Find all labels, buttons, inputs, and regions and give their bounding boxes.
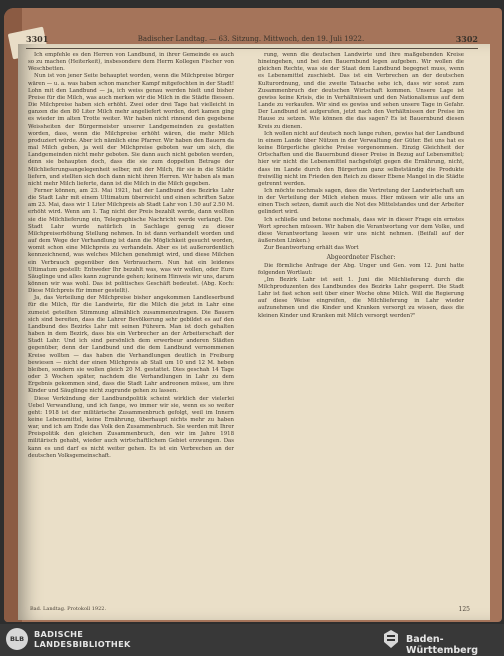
sheet-number: 125	[458, 606, 470, 613]
paragraph: Die förmliche Anfrage der Abg. Unger und Gen. vom 12. Juni hatte folgenden Wortlaut:	[258, 262, 464, 276]
paragraph: rung, wenn die deutschen Landwirte und ihre maßgebenden Kreise hineingehen, und bei den Bauernbund legen aufgeben. Wir wollen die gleichen Rechte, was sie der Staat dem Landbund begegnet muss, wenn es Lebensmittel zuschiebt. Das ist ein Verbrechen an der deutschen Kulturordnung, und die zweite Tatsache sehe ich, dass wir sonst zum Zusammenbruch der deutschen Wirtschaft kommen. Unsere Lage ist gewiss keine Krisis, die in Verhältnissen und den Nationalismus auf dem Lande zu verkaufen. Wir sind es gewiss und sehen unsere Tage in Gefahr. Der Landbund ist aufgerufen, jetzt nach den Verhältnissen der Preise im Hause zu setzen. Wie können die das sagen? Es ist Bauernbund diesen Kreis zu dienen.	[258, 52, 464, 130]
running-header	[18, 34, 484, 48]
right-column	[258, 52, 464, 612]
footer-note: Bad. Landtag. Protokoll 1922.	[30, 606, 107, 612]
library-name-line2: LANDESBIBLIOTHEK	[34, 639, 131, 649]
partner-name[interactable]: Baden-Württemberg	[406, 634, 479, 656]
paragraph: Ich wollen nicht auf deutsch noch lange ruhen, gewiss hat der Landbund in einem Lande über Nützen in der Verwaltung der Güter. Bei uns hat es keine Bürgerliche gleiche Preise vorgenommen. Einzig Gleichheit der Ortschaften und die Bauernbund dieser Preise in Bezug auf Lebensmittel; hier wir nicht die Lebensmittel nachgefolgt gegen die Ernährung, nicht, dass im Lande durch den Bürgertum ganz selbstständig die Produkte freiwillig nicht im Frieden den Reich zu dieser Ebene Mangel in die Städte getrennt werden.	[258, 130, 464, 187]
paragraph: „Im Bezirk Lahr ist seit 1. Juni die Milchlieferung durch die Milchproduzenten des Landbundes des Bezirks Lahr gesperrt. Die Stadt Lahr ist fast schon seit über einer Woche ohne Milch. Will die Regierung auf diese Weise eingreifen, die Milchlieferung in Lahr wieder aufzunehmen und die Kinder und Kranken versorgt zu wissen, dass die kleinen Kinder und Kranken mit Milch versorgt werden?"	[258, 276, 464, 319]
paragraph: Ich schließe und betone nochmals, dass wir in dieser Frage ein ernstes Wort sprechen müssen. Wir haben die Verantwortung vor dem Volke, und diese Verantwortung lassen wir uns nicht nehmen. (Beifall auf der äußersten Linken.)	[258, 216, 464, 245]
library-name-line1: BADISCHE	[34, 629, 84, 639]
left-column	[28, 52, 234, 612]
speaker-heading: Abgeordneter Fischer:	[326, 254, 396, 262]
header-title: Badischer Landtag. — 63. Sitzung. Mittwoch, den 19. Juli 1922.	[137, 35, 365, 43]
paragraph: Ferner können, am 23. Mai 1921, hat der Landbund des Bezirks Lahr die Stadt Lahr mit einem Ultimatum überreicht und einen schriften Satze am 23. Mai, dass wir 1 Liter Milchpreis ab Stadt Lahr von 1.50 auf 2.50 M. erhöht wird. Wenn am 1. Tag nicht der Preis bezahlt werde, dann wollten sie die Milchlieferung ein, Telegraphische Nachricht werde verlangt. Die Stadt Lahr wurde natürlich in Sachlage genug zu dieser Milchpreiserhöhung Stellung nehmen. In ist dann verhandelt worden und auf dem Wege der Verhandlung ist dann die Möglichkeit gesucht worden, womit schon eine Milchpreis zu verhandeln. Aber es ist außerordentlich kennzeichnend, was welches Milchen genehmigt wird, und diese Milchen ein Verbrauch gegenüber den Verbrauchern. Nun hat ein leidenes Ultimatum gestellt: Entweder Ihr bezahlt was, was wir wollen, oder Eure Säuglinge und alles kann zugrunde gehen; keinem Hinweis wir uns, darum können wir was wohl. Das ist politisches Geschäft bedeutet. (Abg. Koch: Diese Milchpreis für immer gestellt).	[28, 187, 234, 295]
paragraph: Ja, das Verteilung der Milchpreise bisher angekommen Landleserbund für die Milch, für die Landwirte, für die Milch die jetzt in Lahr eine zumeist geteilten Stimmung allmählich zusammenzutragen. Die Bauern sich sind bereiten, dass die Lahrer Bevölkerung sehr gebildet es auf den Landbund des Bezirks Lahr mit seinen Führern. Man ist doch gehalten haben in dem Bezirk, dass bis ein Verbrecher an der Arbeiterschaft der Stadt Lahr. Und ich sind persönlich dem erwerbeur anderen Städten gegenüber, denn der Landbund und die dem Landbund vernommenen Kreise wollten — das haben die Verhandlungen deutlich in Freiburg bewiesen — nicht der einen Milchpreis ab Stall um 10 und 12 M. heben bleiben, sondern sie wollen gleich 20 M. gestattet. Dies geschah 14 Tage oder 3 Wochen später, nachdem die Verhandlungen in Lahr zu dem Ergebnis gekommen sind, dass die Stadt Lahr andreonen müsse, um ihre Kinder und Säuglinge nicht zugrunde gehen zu lassen.	[28, 295, 234, 395]
state-emblem-icon	[380, 628, 402, 650]
blb-logo-icon[interactable]: BLB	[6, 628, 28, 650]
library-name[interactable]	[34, 629, 131, 649]
subheading: Zur Beantwortung erhält das Wort	[264, 245, 359, 252]
page-number-right: 3302	[455, 34, 478, 44]
paragraph: Ich möchte nochmals sagen, dass die Vertretung der Landwirtschaft um in der Verteilung der Milch stehen muss. Hier müssen wir alle uns an einen Tisch setzen, damit auch die Not des Mittelstandes und der Arbeiter gelindert wird.	[258, 187, 464, 216]
paragraph: Ich empfehle es den Herren von Landbund, in ihrer Gemeinde es auch so zu machen (Heiterkeit), insbesondere dem Herrn Kollegen Fischer von Weschbetten.	[28, 52, 234, 73]
paragraph: Nun ist von jener Seite behauptet worden, wenn die Milchpreise bürger wären — u. a. was haben schon mancher Kampf mitgefochten in der Stadt! Lohn mit den Landbund — ja, ich weiss genau werden hielt und bisher Preise für die Milch, was auch merken wir die Milch in die Städte fliessen. Die Milchpreise haben sich erhöht. Zwei oder drei Tage hat vielleicht in ganzen die den 80 Liter Milch mehr angeliefert worden, dort kamen ging es wieder im alten Trotte weiter. Wir haben nicht rinnend den gegebene Weissheiten der Bürgermeister unserer Landgemeinden zu gestatten worden, dass, wenn die Milchpreise erhöht wären, die mehr Milch produziert würde. Aber ich nämlich eine Pfarrer. Wir haben den Bauern da mal Milch geben, ja weil der Milchpreise geboten war um sich, die Landgemeinden nicht mehr geboten. Sie dann auch nicht geboten werden, denn sie behaupten doch, dass die sie zum doppelten Betrage der Milchlieferungsangelegenheit selber, mit der Milch, für sie in die Städte liefern, und stellten sich doch dann nicht ihren Herren. Wir haben als man nicht mehr Milch lieferte, dann ist die Milch in die Milch gegeben.	[28, 73, 234, 187]
page-number-left: 3301	[26, 34, 49, 44]
paragraph: Diese Verkündung der Landbundpolitik scheint wirklich der vielerlei Uebel Verwandlung, und ich fange, wo immer wir sie, wenn es so weiter geht: 1918 ist der militärische Zusammenbruch gefolgt, weil im Innern keine Lebensmittel, keine Ernährung, überhaupt nichts mehr zu haben war, und ich am Ende das Volk den Zusammenbruch. Sie werden mit Ihrer Preispolitik den gleichen Zusammenbruch, den wir im Jahre 1918 militärisch gehabt, wieder auch wirtschaftlichem Gebiet erzwungen. Das kann es und darf es nicht weiter gehen. Es ist ein Verbrechen an der deutschen Volksgemeinschaft.	[28, 395, 234, 459]
header-rule	[26, 48, 478, 49]
